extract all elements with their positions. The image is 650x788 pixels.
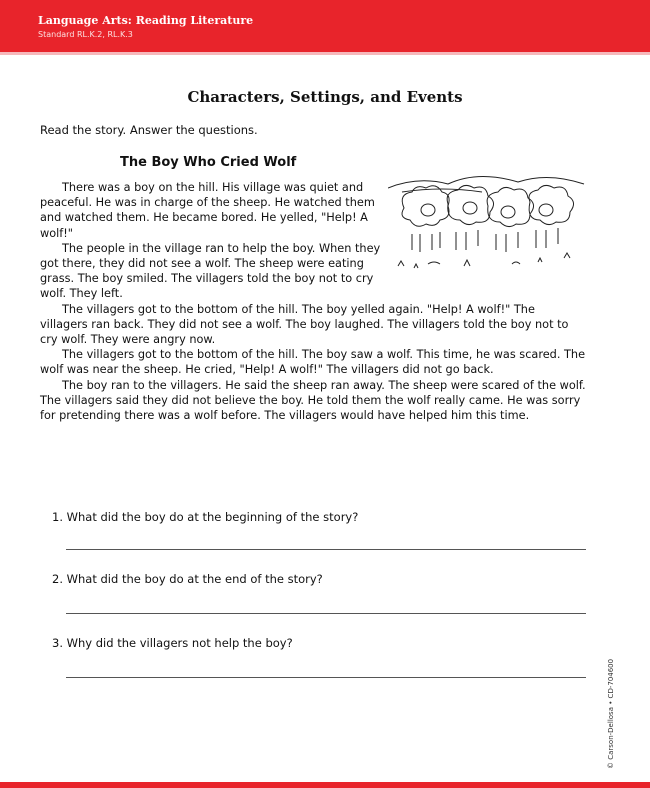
story-title: The Boy Who Cried Wolf [120, 155, 297, 170]
answer-line-2[interactable] [66, 613, 586, 614]
question-3: 3. Why did the villagers not help the boy? [52, 636, 293, 650]
sheep-illustration [388, 174, 586, 286]
copyright-text: © Carson-Dellosa • CD-704600 [607, 658, 615, 769]
story-paragraph: The people in the village ran to help the boy. When they got there, they did not see a wolf. The sheep were eating grass. The boy smiled. The villagers told the boy not to cry wolf. They left. [40, 241, 381, 301]
story-paragraph: The villagers got to the bottom of the hill. The boy saw a wolf. This time, he was scared. The wolf was near the sheep. He cried, "Help! A wolf!" The villagers did not go back. [40, 348, 586, 377]
copyright-credit [600, 658, 615, 772]
answer-line-3[interactable] [66, 677, 586, 678]
question-1: 1. What did the boy do at the beginning of the story? [52, 510, 359, 524]
header-stripe [0, 52, 650, 55]
header-title: Language Arts: Reading Literature [38, 14, 254, 27]
story-paragraph: There was a boy on the hill. His village was quiet and peaceful. He was in charge of the sheep. He watched them and watched them. He became bored. He yelled, "Help! A wolf!" [40, 181, 375, 240]
story-paragraph: The villagers got to the bottom of the hill. The boy yelled again. "Help! A wolf!" The villagers ran back. They did not see a wolf. The boy laughed. The villagers told the boy not to cry wolf. They were angry now. [40, 302, 569, 347]
page-title: Characters, Settings, and Events [187, 88, 463, 106]
header-bar [0, 0, 650, 52]
answer-line-1[interactable] [66, 549, 586, 550]
story-paragraph: The boy ran to the villagers. He said the sheep ran away. The sheep were scared of the wolf. The villagers said they did not believe the boy. He told them the wolf really came. He was sorry for pretending there was a wolf before. The villagers would have helped him this time. [40, 378, 586, 423]
instructions: Read the story. Answer the questions. [40, 123, 258, 137]
header-standard: Standard RL.K.2, RL.K.3 [38, 30, 133, 39]
footer-bar [0, 782, 650, 788]
question-2: 2. What did the boy do at the end of the story? [52, 572, 323, 586]
story-body [40, 180, 586, 423]
sheep-flock-illustration [388, 174, 586, 286]
